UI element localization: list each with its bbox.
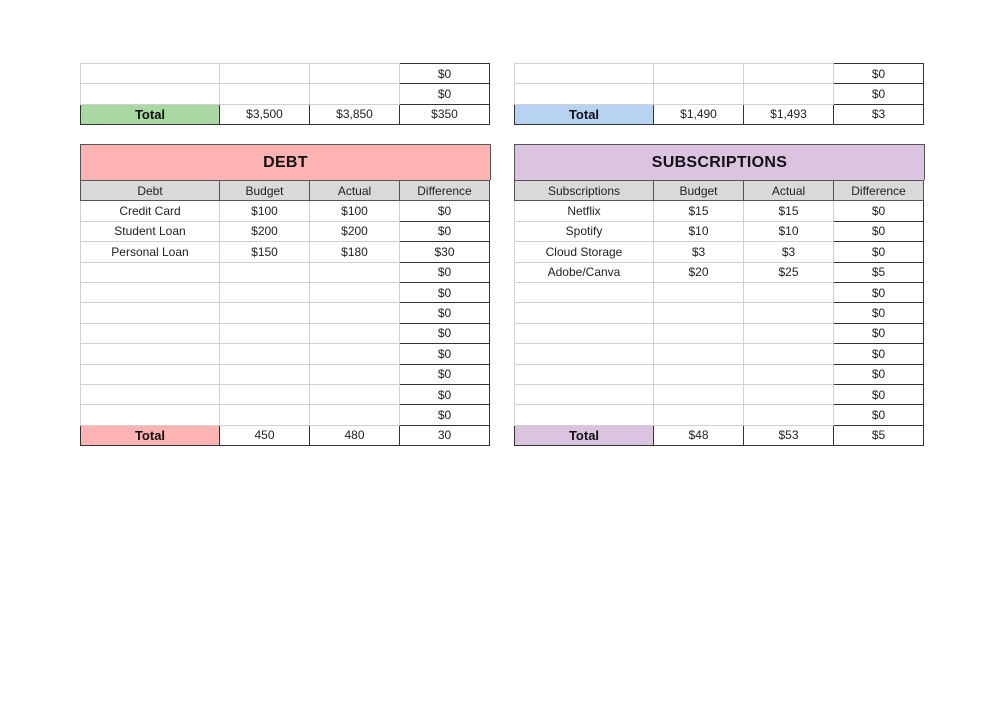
cell-name[interactable]: [81, 323, 220, 343]
column-header-actual: Actual: [744, 181, 834, 201]
subscriptions-table: [514, 180, 924, 446]
total-row: [515, 425, 924, 445]
total-budget[interactable]: $48: [654, 425, 744, 445]
cell-actual[interactable]: [310, 384, 400, 404]
cell-name[interactable]: [81, 303, 220, 323]
cell-actual[interactable]: [744, 405, 834, 425]
cell-difference[interactable]: $0: [400, 405, 490, 425]
cell-name[interactable]: [515, 282, 654, 302]
cell-actual[interactable]: $200: [310, 221, 400, 241]
total-row: [81, 104, 490, 124]
cell-budget[interactable]: $10: [654, 221, 744, 241]
cell-budget[interactable]: [220, 262, 310, 282]
table-row: [81, 221, 490, 241]
cell-name[interactable]: [515, 323, 654, 343]
cell-difference[interactable]: $0: [834, 64, 924, 84]
cell-actual[interactable]: $180: [310, 242, 400, 262]
table-row: [515, 303, 924, 323]
table-row: [81, 201, 490, 221]
debt-section: [80, 144, 491, 446]
cell-difference[interactable]: $0: [834, 384, 924, 404]
total-actual[interactable]: $1,493: [744, 104, 834, 124]
table-row: [81, 384, 490, 404]
cell-name[interactable]: Adobe/Canva: [515, 262, 654, 282]
cell-budget[interactable]: [654, 364, 744, 384]
header-row: [515, 181, 924, 201]
table-row: [515, 242, 924, 262]
cell-name[interactable]: Student Loan: [81, 221, 220, 241]
table-row: [515, 384, 924, 404]
cell-budget[interactable]: [654, 84, 744, 104]
table-row: [81, 64, 490, 84]
cell-difference[interactable]: $0: [400, 282, 490, 302]
cell-name[interactable]: [81, 282, 220, 302]
subscriptions-title: SUBSCRIPTIONS: [514, 144, 925, 180]
cell-actual[interactable]: [744, 384, 834, 404]
top-left-table: [80, 63, 490, 125]
cell-budget[interactable]: [654, 303, 744, 323]
cell-difference[interactable]: $0: [400, 323, 490, 343]
table-row: [81, 405, 490, 425]
cell-difference[interactable]: $0: [834, 364, 924, 384]
table-row: [81, 344, 490, 364]
table-row: [81, 84, 490, 104]
table-row: [515, 84, 924, 104]
cell-difference[interactable]: $0: [834, 201, 924, 221]
cell-actual[interactable]: [744, 323, 834, 343]
total-budget[interactable]: 450: [220, 425, 310, 445]
cell-actual[interactable]: [744, 84, 834, 104]
table-row: [81, 262, 490, 282]
cell-name[interactable]: [515, 64, 654, 84]
table-row: [515, 364, 924, 384]
cell-difference[interactable]: $0: [834, 221, 924, 241]
cell-name[interactable]: Spotify: [515, 221, 654, 241]
cell-budget[interactable]: $20: [654, 262, 744, 282]
cell-difference[interactable]: $0: [834, 405, 924, 425]
cell-budget[interactable]: [220, 323, 310, 343]
cell-difference[interactable]: $0: [400, 64, 490, 84]
total-row: [81, 425, 490, 445]
cell-difference[interactable]: $0: [834, 303, 924, 323]
cell-budget[interactable]: [220, 303, 310, 323]
total-actual[interactable]: $3,850: [310, 104, 400, 124]
cell-actual[interactable]: $100: [310, 201, 400, 221]
cell-budget[interactable]: [654, 405, 744, 425]
cell-name[interactable]: Netflix: [515, 201, 654, 221]
table-row: [515, 64, 924, 84]
cell-name[interactable]: [515, 84, 654, 104]
cell-difference[interactable]: $0: [834, 84, 924, 104]
debt-title: DEBT: [80, 144, 491, 180]
cell-difference[interactable]: $5: [834, 262, 924, 282]
total-label: Total: [81, 425, 220, 445]
cell-budget[interactable]: $200: [220, 221, 310, 241]
total-budget[interactable]: $3,500: [220, 104, 310, 124]
cell-actual[interactable]: $15: [744, 201, 834, 221]
cell-actual[interactable]: $10: [744, 221, 834, 241]
cell-name[interactable]: Credit Card: [81, 201, 220, 221]
cell-difference[interactable]: $30: [400, 242, 490, 262]
cell-name[interactable]: [515, 364, 654, 384]
total-actual[interactable]: 480: [310, 425, 400, 445]
cell-budget[interactable]: [220, 84, 310, 104]
total-budget[interactable]: $1,490: [654, 104, 744, 124]
total-difference[interactable]: $5: [834, 425, 924, 445]
cell-name[interactable]: [515, 384, 654, 404]
column-header-budget: Budget: [220, 181, 310, 201]
column-header-name: Subscriptions: [515, 181, 654, 201]
header-row: [81, 181, 490, 201]
cell-difference[interactable]: $0: [834, 344, 924, 364]
cell-difference[interactable]: $0: [834, 282, 924, 302]
cell-actual[interactable]: [744, 282, 834, 302]
table-row: [515, 344, 924, 364]
cell-name[interactable]: [515, 405, 654, 425]
cell-budget[interactable]: [220, 282, 310, 302]
cell-name[interactable]: [81, 344, 220, 364]
subscriptions-section: [514, 144, 925, 446]
cell-name[interactable]: Personal Loan: [81, 242, 220, 262]
cell-budget[interactable]: [220, 405, 310, 425]
top-right-table-fragment: [514, 63, 924, 125]
cell-budget[interactable]: $100: [220, 201, 310, 221]
cell-name[interactable]: [515, 344, 654, 364]
cell-budget[interactable]: [220, 384, 310, 404]
cell-budget[interactable]: [220, 344, 310, 364]
cell-name[interactable]: [515, 303, 654, 323]
column-header-name: Debt: [81, 181, 220, 201]
cell-name[interactable]: [81, 64, 220, 84]
cell-actual[interactable]: [310, 303, 400, 323]
cell-difference[interactable]: $0: [400, 344, 490, 364]
cell-name[interactable]: [81, 405, 220, 425]
cell-name[interactable]: [81, 84, 220, 104]
cell-actual[interactable]: $25: [744, 262, 834, 282]
column-header-difference: Difference: [400, 181, 490, 201]
table-row: [515, 282, 924, 302]
cell-difference[interactable]: $0: [400, 84, 490, 104]
top-left-table-fragment: [80, 63, 490, 125]
cell-budget[interactable]: [654, 344, 744, 364]
table-row: [515, 323, 924, 343]
cell-actual[interactable]: [310, 405, 400, 425]
cell-actual[interactable]: [744, 64, 834, 84]
cell-name[interactable]: Cloud Storage: [515, 242, 654, 262]
table-row: [81, 303, 490, 323]
cell-difference[interactable]: $0: [400, 303, 490, 323]
table-row: [515, 262, 924, 282]
cell-difference[interactable]: $0: [400, 201, 490, 221]
cell-actual[interactable]: [310, 84, 400, 104]
cell-budget[interactable]: [654, 282, 744, 302]
cell-name[interactable]: [81, 384, 220, 404]
total-difference[interactable]: 30: [400, 425, 490, 445]
column-header-difference: Difference: [834, 181, 924, 201]
table-row: [81, 364, 490, 384]
column-header-budget: Budget: [654, 181, 744, 201]
column-header-actual: Actual: [310, 181, 400, 201]
cell-difference[interactable]: $0: [834, 242, 924, 262]
table-row: [81, 323, 490, 343]
table-row: [515, 221, 924, 241]
cell-budget[interactable]: [220, 64, 310, 84]
total-actual[interactable]: $53: [744, 425, 834, 445]
top-right-table: [514, 63, 924, 125]
cell-budget[interactable]: [654, 64, 744, 84]
total-label: Total: [515, 104, 654, 124]
table-row: [81, 282, 490, 302]
cell-name[interactable]: [81, 262, 220, 282]
cell-actual[interactable]: $3: [744, 242, 834, 262]
cell-difference[interactable]: $0: [400, 384, 490, 404]
cell-actual[interactable]: [310, 282, 400, 302]
cell-actual[interactable]: [310, 344, 400, 364]
total-row: [515, 104, 924, 124]
cell-name[interactable]: [81, 364, 220, 384]
total-label: Total: [81, 104, 220, 124]
debt-table: [80, 180, 490, 446]
cell-actual[interactable]: [744, 303, 834, 323]
cell-actual[interactable]: [310, 64, 400, 84]
cell-actual[interactable]: [744, 364, 834, 384]
total-difference[interactable]: $350: [400, 104, 490, 124]
cell-difference[interactable]: $0: [400, 364, 490, 384]
cell-difference[interactable]: $0: [400, 262, 490, 282]
table-row: [515, 405, 924, 425]
cell-budget[interactable]: [654, 384, 744, 404]
cell-actual[interactable]: [744, 344, 834, 364]
table-row: [81, 242, 490, 262]
cell-difference[interactable]: $0: [834, 323, 924, 343]
total-difference[interactable]: $3: [834, 104, 924, 124]
cell-actual[interactable]: [310, 364, 400, 384]
cell-actual[interactable]: [310, 323, 400, 343]
cell-budget[interactable]: [654, 323, 744, 343]
cell-budget[interactable]: $15: [654, 201, 744, 221]
cell-difference[interactable]: $0: [400, 221, 490, 241]
cell-budget[interactable]: $3: [654, 242, 744, 262]
cell-budget[interactable]: [220, 364, 310, 384]
cell-budget[interactable]: $150: [220, 242, 310, 262]
table-row: [515, 201, 924, 221]
cell-actual[interactable]: [310, 262, 400, 282]
total-label: Total: [515, 425, 654, 445]
